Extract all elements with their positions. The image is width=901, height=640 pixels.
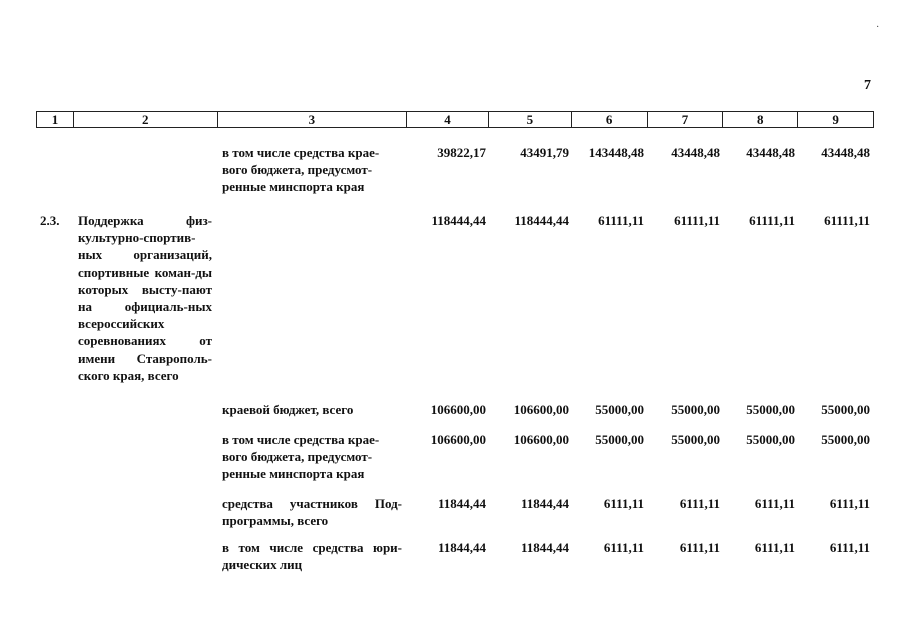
value-col-6: 55000,00 — [595, 402, 644, 417]
value-col-4: 106600,00 — [430, 402, 486, 417]
value-col-5: 118444,44 — [514, 213, 569, 228]
value-col-5: 106600,00 — [513, 402, 569, 417]
value-col-5: 106600,00 — [513, 432, 569, 447]
header-col-6: 6 — [571, 112, 647, 127]
value-col-7: 61111,11 — [674, 213, 720, 228]
header-col-1: 1 — [51, 112, 59, 127]
header-col-3: 3 — [217, 112, 407, 127]
header-col-4: 4 — [406, 112, 488, 127]
value-col-9: 43448,48 — [821, 145, 870, 160]
value-col-7: 55000,00 — [671, 432, 720, 447]
row-description: краевой бюджет, всего — [222, 402, 354, 417]
value-col-4: 11844,44 — [437, 540, 486, 555]
value-col-6: 143448,48 — [588, 145, 644, 160]
value-col-8: 61111,11 — [749, 213, 795, 228]
value-col-6: 61111,11 — [598, 213, 644, 228]
value-col-7: 55000,00 — [671, 402, 720, 417]
corner-mark: · — [876, 22, 880, 33]
value-col-8: 6111,11 — [754, 540, 795, 555]
header-col-7: 7 — [647, 112, 723, 127]
value-col-7: 6111,11 — [679, 496, 720, 511]
value-col-8: 55000,00 — [746, 402, 795, 417]
value-col-5: 11844,44 — [520, 496, 569, 511]
value-col-9: 55000,00 — [821, 402, 870, 417]
row-name: Поддержка физ-культурно-спортив-ных организаций, спортивные коман-ды которых высту-пают на официаль-ных всероссийских соревнованиях от имени Ставрополь-ского края, всего — [78, 213, 212, 383]
row-description: в том числе средства крае-вого бюджета, предусмот-ренные минспорта края — [222, 432, 380, 482]
value-col-6: 6111,11 — [603, 496, 644, 511]
value-col-4: 11844,44 — [437, 496, 486, 511]
header-col-2: 2 — [73, 112, 217, 127]
value-col-8: 55000,00 — [746, 432, 795, 447]
value-col-5: 11844,44 — [520, 540, 569, 555]
value-col-4: 39822,17 — [437, 145, 486, 160]
value-col-8: 43448,48 — [746, 145, 795, 160]
value-col-7: 6111,11 — [679, 540, 720, 555]
row-description: в том числе средства крае-вого бюджета, предусмот-ренные минспорта края — [222, 145, 380, 195]
value-col-4: 118444,44 — [431, 213, 486, 228]
value-col-8: 6111,11 — [754, 496, 795, 511]
row-description: в том числе средства юри-дических лиц — [222, 540, 402, 573]
row-description: средства участников Под-программы, всего — [222, 496, 402, 529]
value-col-6: 6111,11 — [603, 540, 644, 555]
row-number: 2.3. — [40, 213, 60, 228]
value-col-5: 43491,79 — [520, 145, 569, 160]
value-col-9: 61111,11 — [824, 213, 870, 228]
value-col-6: 55000,00 — [595, 432, 644, 447]
header-col-9: 9 — [797, 112, 873, 127]
value-col-4: 106600,00 — [430, 432, 486, 447]
table-header — [36, 111, 874, 128]
page-number: 7 — [864, 78, 871, 93]
value-col-9: 6111,11 — [829, 496, 870, 511]
value-col-9: 6111,11 — [829, 540, 870, 555]
header-col-5: 5 — [488, 112, 571, 127]
value-col-7: 43448,48 — [671, 145, 720, 160]
header-col-8: 8 — [722, 112, 797, 127]
value-col-9: 55000,00 — [821, 432, 870, 447]
